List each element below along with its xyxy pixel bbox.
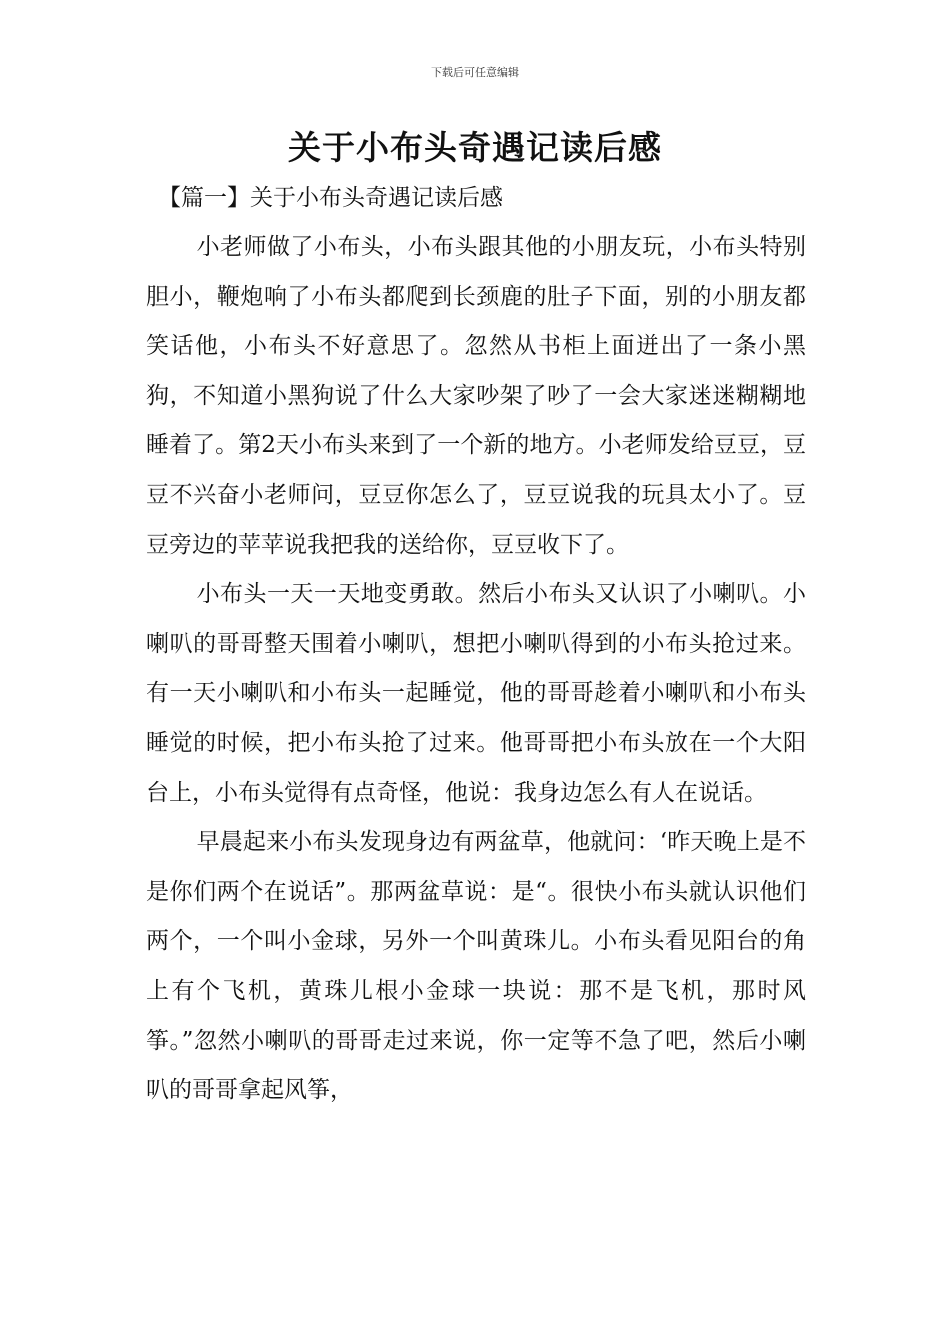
- document-body: [146, 223, 806, 1116]
- section-heading: 【篇一】关于小布头奇遇记读后感: [158, 185, 503, 211]
- header-note: 下载后可任意编辑: [431, 66, 519, 79]
- document-title: 关于小布头奇遇记读后感: [288, 128, 662, 167]
- paragraph-1: 小老师做了小布头，小布头跟其他的小朋友玩，小布头特别胆小，鞭炮响了小布头都爬到长颈鹿的肚子下面，别的小朋友都笑话他，小布头不好意思了。忽然从书柜上面迸出了一条小黑狗，不知道小黑狗说了什么大家吵架了吵了一会大家迷迷糊糊地睡着了。第2天小布头来到了一个新的地方。小老师发给豆豆，豆豆不兴奋小老师问，豆豆你怎么了，豆豆说我的玩具太小了。豆豆旁边的苹苹说我把我的送给你，豆豆收下了。: [146, 234, 806, 558]
- paragraph-3: 早晨起来小布头发现身边有两盆草，他就问：‘昨天晚上是不是你们两个在说话”。那两盆草说：是“。很快小布头就认识他们两个，一个叫小金球，另外一个叫黄珠儿。小布头看见阳台的角上有个飞机，黄珠儿根小金球一块说：那不是飞机，那时风筝。”忽然小喇叭的哥哥走过来说，你一定等不急了吧，然后小喇叭的哥哥拿起风筝，: [146, 829, 806, 1104]
- paragraph-2: 小布头一天一天地变勇敢。然后小布头又认识了小喇叭。小喇叭的哥哥整天围着小喇叭，想把小喇叭得到的小布头抢过来。有一天小喇叭和小布头一起睡觉，他的哥哥趁着小喇叭和小布头睡觉的时候，把小布头抢了过来。他哥哥把小布头放在一个大阳台上，小布头觉得有点奇怪，他说：我身边怎么有人在说话。: [146, 581, 806, 806]
